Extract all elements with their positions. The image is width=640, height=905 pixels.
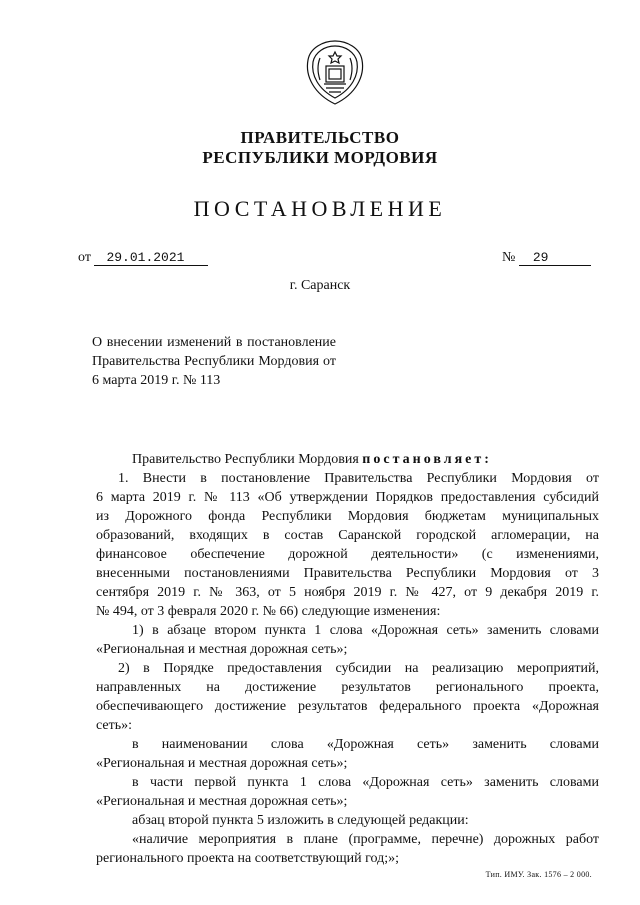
number-prefix: № xyxy=(502,250,516,265)
body-line: в части первой пункта 1 слова «Дорожная сеть» заменить словами xyxy=(132,775,599,790)
document-type: ПОСТАНОВЛЕНИЕ xyxy=(193,196,447,221)
body-line: обеспечивающего достижение результатов федерального проекта «Дорожная xyxy=(96,699,599,714)
date-field xyxy=(78,250,208,266)
government-title: ПРАВИТЕЛЬСТВО xyxy=(240,128,400,147)
body-line: «Региональная и местная дорожная сеть»; xyxy=(96,794,348,809)
document-date: 29.01.2021 xyxy=(94,250,208,266)
body-line: образований, входящих в состав Саранской городской агломерации, на xyxy=(96,528,599,543)
document-body xyxy=(96,450,599,866)
republic-title: РЕСПУБЛИКИ МОРДОВИЯ xyxy=(202,148,438,167)
body-line: финансовое обеспечение дорожной деятельности» (с изменениями, xyxy=(96,547,599,562)
body-line: сеть»: xyxy=(96,718,132,733)
body-line: сентября 2019 г. № 363, от 5 ноября 2019 г. № 427, от 9 декабря 2019 г. xyxy=(96,585,599,600)
body-line: № 494, от 3 февраля 2020 г. № 66) следующие изменения: xyxy=(96,604,441,619)
body-line: в наименовании слова «Дорожная сеть» заменить словами xyxy=(132,737,599,752)
date-prefix: от xyxy=(78,250,91,265)
body-line: внесенными постановлениями Правительства Республики Мордовия от 3 xyxy=(96,566,599,581)
body-line: 1. Внести в постановление Правительства Республики Мордовия от xyxy=(118,471,599,486)
body-line: направленных на достижение результатов регионального проекта, xyxy=(96,680,599,695)
print-footer: Тип. ИМУ. Зак. 1576 – 2 000. xyxy=(485,870,592,879)
body-line: регионального проекта на соответствующий год;»; xyxy=(96,851,399,866)
document-subject: О внесении изменений в постановление Правительства Республики Мордовия от 6 марта 2019 г. № 113 xyxy=(92,335,336,388)
body-line: 2) в Порядке предоставления субсидии на реализацию мероприятий, xyxy=(118,661,599,676)
intro-line xyxy=(132,450,599,469)
body-line: абзац второй пункта 5 изложить в следующей редакции: xyxy=(132,813,469,828)
body-line: из Дорожного фонда Республики Мордовия бюджетам муниципальных xyxy=(96,509,599,524)
body-line: «наличие мероприятия в плане (программе, перечне) дорожных работ xyxy=(132,832,599,847)
intro-verb: постановляет: xyxy=(362,452,492,467)
intro-text: Правительство Республики Мордовия xyxy=(132,452,359,467)
number-field xyxy=(502,250,591,266)
body-line: «Региональная и местная дорожная сеть»; xyxy=(96,642,348,657)
coat-of-arms-emblem xyxy=(302,38,368,108)
body-line: «Региональная и местная дорожная сеть»; xyxy=(96,756,348,771)
document-number: 29 xyxy=(519,250,591,266)
body-line: 6 марта 2019 г. № 113 «Об утверждении Порядков предоставления субсидий xyxy=(96,490,599,505)
city-label: г. Саранск xyxy=(289,278,351,293)
body-line: 1) в абзаце втором пункта 1 слова «Дорожная сеть» заменить словами xyxy=(132,623,599,638)
